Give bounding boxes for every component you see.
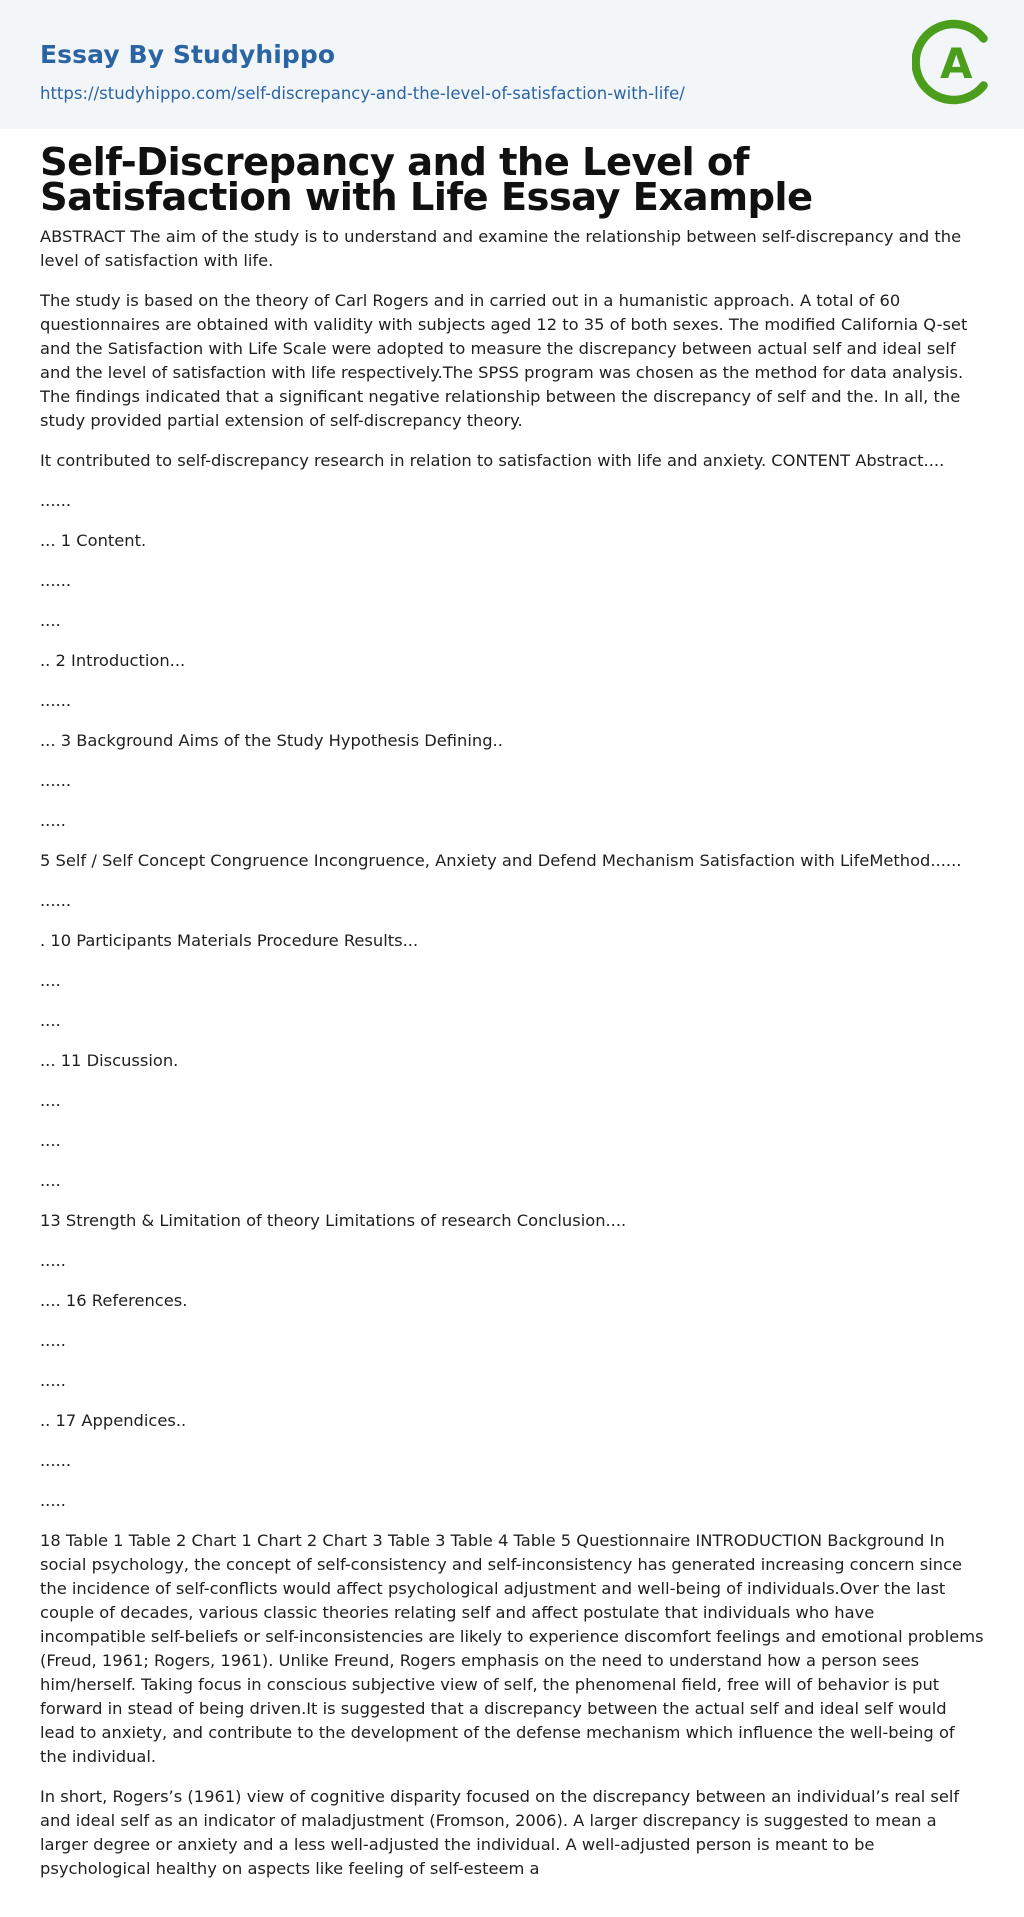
article-paragraph: ...... xyxy=(40,491,72,510)
studyhippo-logo-icon[interactable] xyxy=(912,19,998,105)
article-paragraph: ... 1 Content. xyxy=(40,531,147,550)
article-paragraph: ..... xyxy=(40,1251,66,1270)
article-paragraph: . 10 Participants Materials Procedure Results... xyxy=(40,931,419,950)
article-paragraph: .... xyxy=(40,1131,61,1150)
article-paragraph: .... xyxy=(40,1171,61,1190)
article-paragraph: .. 17 Appendices.. xyxy=(40,1411,187,1430)
article-paragraph: ...... xyxy=(40,571,72,590)
article-paragraph: .... xyxy=(40,611,61,630)
article-paragraph: ..... xyxy=(40,1331,66,1350)
logo-letter: A xyxy=(940,39,973,88)
article-paragraph: ...... xyxy=(40,771,72,790)
article xyxy=(0,140,1024,1881)
article-paragraph: 18 Table 1 Table 2 Chart 1 Chart 2 Chart 3 Table 3 Table 4 Table 5 Questionnaire INTRODUCTION Background In social psychology, the concept of self-consistency and self-inconsistency has generated increasing concern since the incidence of self-conflicts would affect psychological adjustment and well-being of individuals.Over the last couple of decades, various classic theories relating self and affect postulate that individuals who have incompatible self-beliefs or self-inconsistencies are likely to experience discomfort feelings and emotional problems (Freud, 1961; Rogers, 1961). Unlike Freund, Rogers emphasis on the need to understand how a person sees him/herself. Taking focus in conscious subjective view of self, the phenomenal field, free will of behavior is put forward in stead of being driven.It is suggested that a discrepancy between the actual self and ideal self would lead to anxiety, and contribute to the development of the defense mechanism which influence the well-being of the individual. xyxy=(40,1531,984,1766)
article-paragraph: .... xyxy=(40,1091,61,1110)
article-paragraph: ...... xyxy=(40,891,72,910)
brand-title[interactable]: Essay By Studyhippo xyxy=(40,40,336,69)
article-paragraph: 5 Self / Self Concept Congruence Incongruence, Anxiety and Defend Mechanism Satisfaction with LifeMethod...... xyxy=(40,851,962,870)
article-paragraph: In short, Rogers’s (1961) view of cognitive disparity focused on the discrepancy between an individual’s real self and ideal self as an indicator of maladjustment (Fromson, 2006). A larger discrepancy is suggested to mean a larger degree or anxiety and a less well-adjusted the individual. A well-adjusted person is meant to be psychological healthy on aspects like feeling of self-esteem a xyxy=(40,1787,960,1878)
article-paragraph: ..... xyxy=(40,811,66,830)
site-header xyxy=(0,0,1024,129)
article-paragraph: .... xyxy=(40,971,61,990)
source-url-link[interactable]: https://studyhippo.com/self-discrepancy-and-the-level-of-satisfaction-with-life/ xyxy=(40,84,685,103)
article-paragraph: 13 Strength & Limitation of theory Limitations of research Conclusion.... xyxy=(40,1211,627,1230)
article-paragraph: .... 16 References. xyxy=(40,1291,188,1310)
article-paragraph: ... 3 Background Aims of the Study Hypothesis Defining.. xyxy=(40,731,503,750)
article-paragraph: .. 2 Introduction... xyxy=(40,651,186,670)
article-title: Self-Discrepancy and the Level of Satisfaction with Life Essay Example xyxy=(40,140,813,220)
article-paragraph: ABSTRACT The aim of the study is to understand and examine the relationship between self-discrepancy and the level of satisfaction with life. xyxy=(40,227,962,270)
article-paragraph: ...... xyxy=(40,1451,72,1470)
article-paragraph: The study is based on the theory of Carl Rogers and in carried out in a humanistic approach. A total of 60 questionnaires are obtained with validity with subjects aged 12 to 35 of both sexes. The modified California Q-set and the Satisfaction with Life Scale were adopted to measure the discrepancy between actual self and ideal self and the level of satisfaction with life respectively.The SPSS program was chosen as the method for data analysis. The findings indicated that a significant negative relationship between the discrepancy of self and the. In all, the study provided partial extension of self-discrepancy theory. xyxy=(40,291,968,430)
article-paragraph: .... xyxy=(40,1011,61,1030)
article-paragraph: It contributed to self-discrepancy research in relation to satisfaction with life and anxiety. CONTENT Abstract.... xyxy=(40,451,945,470)
article-paragraph: ..... xyxy=(40,1491,66,1510)
article-paragraph: ..... xyxy=(40,1371,66,1390)
article-paragraph: ... 11 Discussion. xyxy=(40,1051,179,1070)
article-body xyxy=(40,225,984,1881)
article-paragraph: ...... xyxy=(40,691,72,710)
